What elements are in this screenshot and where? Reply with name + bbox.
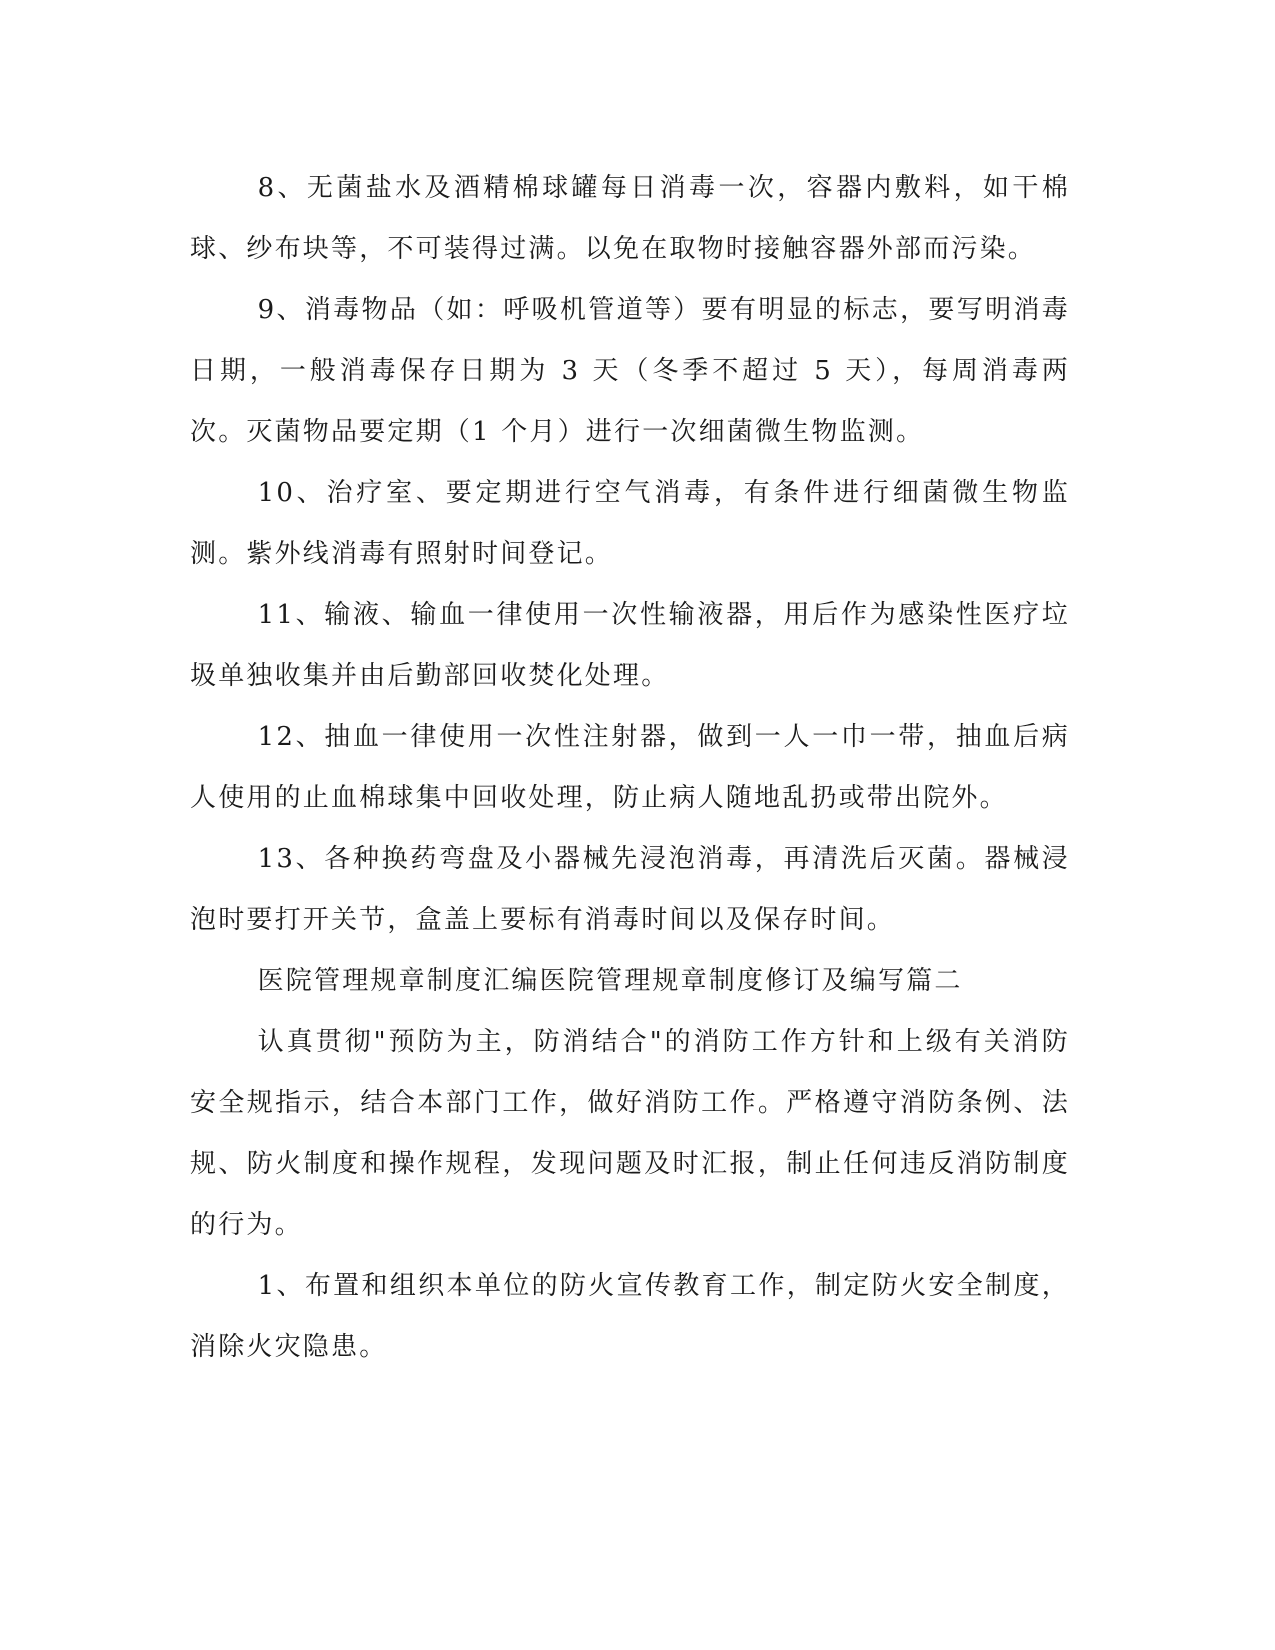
paragraph-item-11: 11、输液、输血一律使用一次性输液器，用后作为感染性医疗垃圾单独收集并由后勤部回收焚化处理。	[190, 600, 1070, 691]
paragraph-item-13: 13、各种换药弯盘及小器械先浸泡消毒，再清洗后灭菌。器械浸泡时要打开关节，盒盖上要标有消毒时间以及保存时间。	[190, 844, 1070, 935]
paragraph-item-10: 10、治疗室、要定期进行空气消毒，有条件进行细菌微生物监测。紫外线消毒有照射时间登记。	[190, 478, 1070, 569]
document-body	[190, 158, 1070, 1378]
paragraph-item-12: 12、抽血一律使用一次性注射器，做到一人一巾一带，抽血后病人使用的止血棉球集中回收处理，防止病人随地乱扔或带出院外。	[190, 722, 1070, 813]
paragraph-item-1: 1、布置和组织本单位的防火宣传教育工作，制定防火安全制度，消除火灾隐患。	[190, 1271, 1070, 1362]
paragraph-intro: 认真贯彻"预防为主，防消结合"的消防工作方针和上级有关消防安全规指示，结合本部门工作，做好消防工作。严格遵守消防条例、法规、防火制度和操作规程，发现问题及时汇报，制止任何违反消防制度的行为。	[190, 1027, 1070, 1240]
paragraph-item-9: 9、消毒物品（如：呼吸机管道等）要有明显的标志，要写明消毒日期，一般消毒保存日期为 3 天（冬季不超过 5 天），每周消毒两次。灭菌物品要定期（1 个月）进行一次细菌微生物监测。	[190, 295, 1070, 447]
section-heading: 医院管理规章制度汇编医院管理规章制度修订及编写篇二	[257, 966, 963, 996]
paragraph-item-8: 8、无菌盐水及酒精棉球罐每日消毒一次，容器内敷料，如干棉球、纱布块等，不可装得过满。以免在取物时接触容器外部而污染。	[190, 173, 1070, 264]
